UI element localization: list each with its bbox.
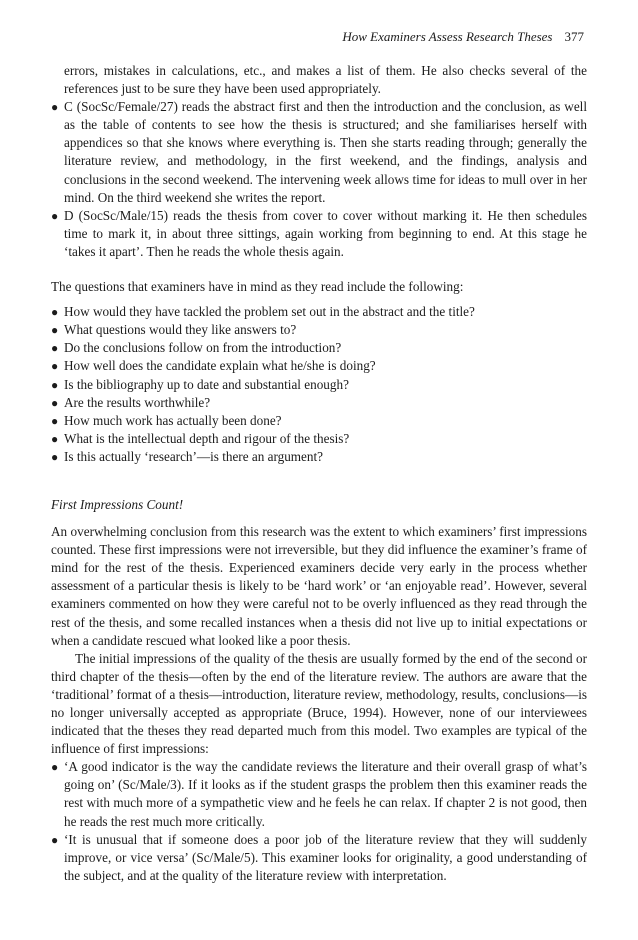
section-heading: First Impressions Count! [51, 496, 184, 512]
list-item: ● ‘A good indicator is the way the candidate reviews the literature and their overall grasp of what’s going on’ (Sc/Male/3). If it looks as if the student grasps the problem then this examiner reads the rest with much more of a sympathetic view and he feels he can relax. If chapter 2 is not good, then he reads the rest much more critically. [51, 759, 587, 829]
bullet-icon: ● [51, 100, 59, 115]
bullet-icon: ● [51, 208, 59, 223]
bullet-icon: ● [51, 359, 59, 374]
bullet-icon: ● [51, 449, 59, 464]
body-text [51, 62, 587, 885]
examiner-list [51, 62, 587, 261]
list-item: ● Is this actually ‘research’—is there an argument? [51, 448, 587, 466]
bullet-icon: ● [51, 305, 59, 320]
list-item: ● How well does the candidate explain what he/she is doing? [51, 357, 587, 375]
list-item: ● Are the results worthwhile? [51, 394, 587, 412]
list-item: ● C (SocSc/Female/27) reads the abstract first and then the introduction and the conclusion, as well as the table of contents to see how the thesis is structured; and she familiarises herself with appendices so that she knows where everything is. Then she starts reading through; generally the literature review, and methodology, in the first weekend, and the findings, analysis and conclusions in the second weekend. The intervening week allows time for ideas to mull over in her mind. On the third weekend she writes the report. [51, 99, 587, 205]
paragraph: An overwhelming conclusion from this research was the extent to which examiners’ first impressions counted. These first impressions were not irreversible, but they did influence the examiner’s frame of mind for the rest of the thesis. Experienced examiners decide very early in the process whether assessment of a particular thesis is likely to be ‘hard work’ or ‘an enjoyable read’. However, several examiners commented on how they were careful not to be overly influenced as they read through the rest of the thesis, and some recalled instances when a thesis did not live up to initial expectations or when a candidate rescued what looked like a poor thesis. [51, 524, 587, 648]
list-item: ● What questions would they like answers to? [51, 321, 587, 339]
list-item: ● How would they have tackled the problem set out in the abstract and the title? [51, 303, 587, 321]
list-item: ● ‘It is unusual that if someone does a poor job of the literature review that they will suddenly improve, or vice versa’ (Sc/Male/5). This examiner looks for originality, a good understanding of the subject, and at the quality of the literature review with interpretation. [51, 831, 587, 883]
page-number: 377 [564, 29, 584, 44]
bullet-icon: ● [51, 431, 59, 446]
questions-intro: The questions that examiners have in mind as they read include the following: [51, 279, 464, 295]
paragraph: The initial impressions of the quality of the thesis are usually formed by the end of the second or third chapter of the thesis—often by the end of the literature review. The authors are aware that the ‘traditional’ format of a thesis—introduction, literature review, methodology, results, conclusions—is no longer universally accepted as appropriate (Bruce, 1994). However, none of our interviewees indicated that the theses they read departed much from this model. Two examples are typical of the influence of first impressions: [51, 650, 587, 757]
questions-list [51, 303, 587, 466]
list-item: ● How much work has actually been done? [51, 412, 587, 430]
list-item: ● Do the conclusions follow on from the introduction? [51, 339, 587, 357]
examples-list [51, 758, 587, 885]
list-item: ● What is the intellectual depth and rigour of the thesis? [51, 430, 587, 448]
list-item: errors, mistakes in calculations, etc., and makes a list of them. He also checks several of the references just to be sure they have been used appropriately. [64, 63, 587, 97]
bullet-icon: ● [51, 832, 59, 847]
running-head-title: How Examiners Assess Research Theses [342, 29, 553, 44]
bullet-icon: ● [51, 760, 59, 775]
bullet-icon: ● [51, 413, 59, 428]
bullet-icon: ● [51, 341, 59, 356]
list-item: ● D (SocSc/Male/15) reads the thesis from cover to cover without marking it. He then schedules time to mark it, in about three sittings, again working from beginning to end. At this stage he ‘takes it apart’. Then he reads the whole thesis again. [51, 207, 587, 259]
list-item: ● Is the bibliography up to date and substantial enough? [51, 376, 587, 394]
bullet-icon: ● [51, 377, 59, 392]
bullet-icon: ● [51, 395, 59, 410]
bullet-icon: ● [51, 323, 59, 338]
running-head [342, 29, 584, 45]
